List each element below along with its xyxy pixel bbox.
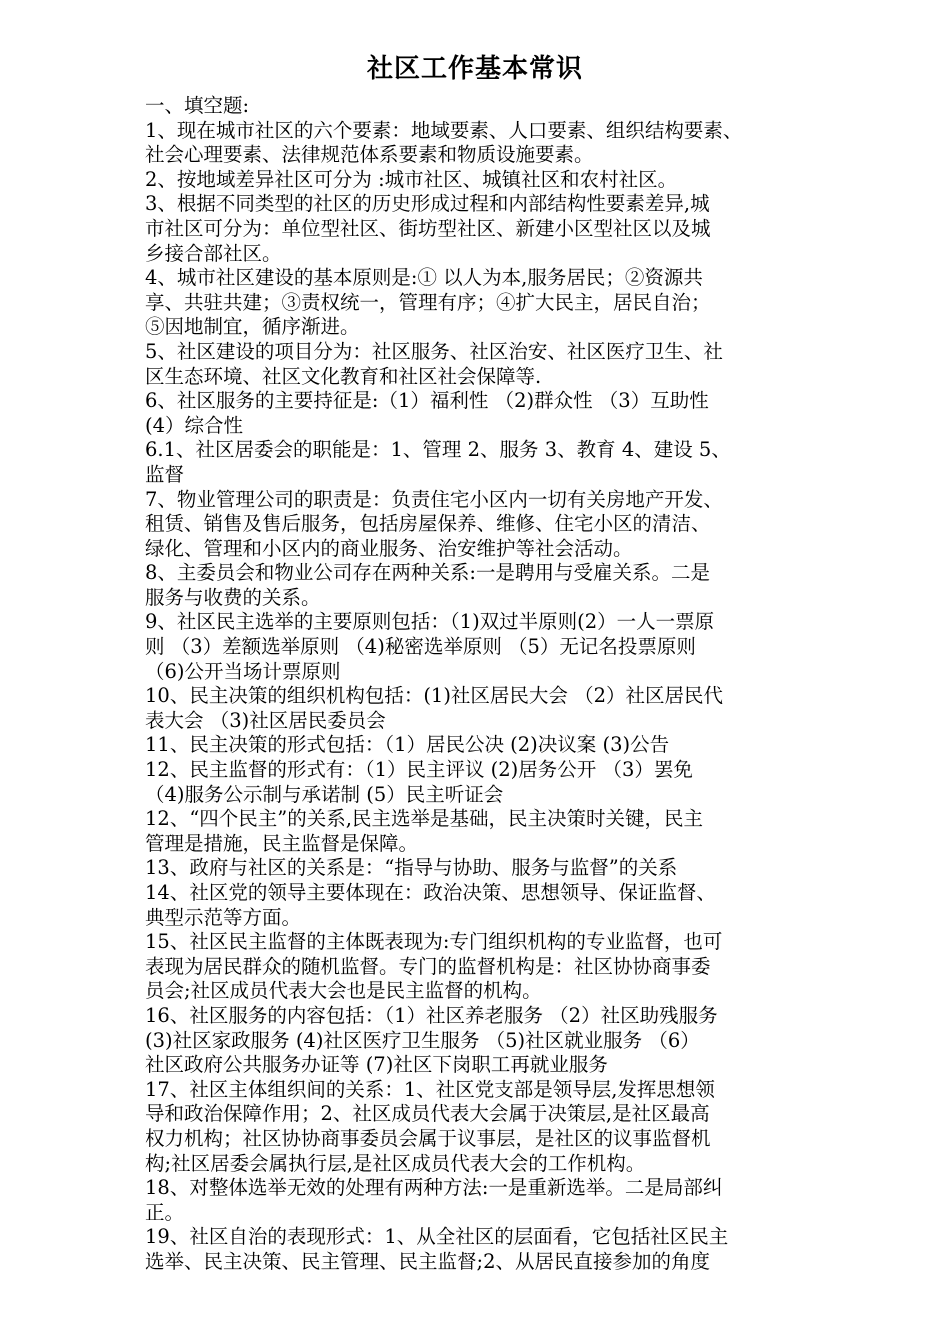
text-line: 区生态环境、社区文化教育和社区社会保障等. bbox=[145, 364, 542, 388]
text-line: 3、根据不同类型的社区的历史形成过程和内部结构性要素差异,城 bbox=[145, 192, 710, 216]
text-line: 1、现在城市社区的六个要素：地域要素、人口要素、组织结构要素、 bbox=[145, 118, 743, 142]
text-line: 一、填空题: bbox=[145, 94, 250, 117]
text-line: 9、社区民主选举的主要原则包括：（1)双过半原则(2）一人一票原 bbox=[145, 610, 715, 634]
text-line: 乡接合部社区。 bbox=[145, 241, 282, 265]
text-line: 13、政府与社区的关系是：“指导与协助、服务与监督”的关系 bbox=[145, 856, 678, 880]
text-line: 服务与收费的关系。 bbox=[145, 585, 321, 609]
text-line: 选举、民主决策、民主管理、民主监督;2、从居民直接参加的角度 bbox=[145, 1249, 710, 1273]
text-line: 12、“四个民主”的关系,民主选举是基础，民主决策时关键，民主 bbox=[145, 807, 703, 831]
text-line: 表大会 （3)社区居民委员会 bbox=[145, 708, 386, 732]
text-line: 12、民主监督的形式有：（1）民主评议 (2)居务公开 （3）罢免 bbox=[145, 758, 693, 782]
text-line: 绿化、管理和小区内的商业服务、治安维护等社会活动。 bbox=[145, 536, 633, 560]
text-line: 表现为居民群众的随机监督。专门的监督机构是：社区协协商事委 bbox=[145, 954, 711, 978]
text-line: 正。 bbox=[145, 1200, 185, 1224]
text-line: 社会心理要素、法律规范体系要素和物质设施要素。 bbox=[145, 143, 594, 167]
text-line: 6.1、社区居委会的职能是：1、管理 2、服务 3、教育 4、建设 5、 bbox=[145, 438, 731, 462]
text-line: 构;社区居委会属执行层,是社区成员代表大会的工作机构。 bbox=[145, 1151, 646, 1175]
text-line: （4)服务公示制与承诺制 (5）民主听证会 bbox=[145, 782, 504, 806]
text-line: 10、民主决策的组织机构包括：(1)社区居民大会 （2）社区居民代 bbox=[145, 684, 724, 708]
text-line: 5、社区建设的项目分为：社区服务、社区治安、社区医疗卫生、社 bbox=[145, 339, 723, 363]
text-line: 17、社区主体组织间的关系：1、社区党支部是领导层,发挥思想领 bbox=[145, 1077, 715, 1101]
text-line: 租赁、销售及售后服务，包括房屋保养、维修、住宅小区的清洁、 bbox=[145, 512, 711, 536]
text-line: 6、社区服务的主要持征是:（1）福利性 （2)群众性 （3）互助性 bbox=[145, 389, 709, 413]
document-title: 社区工作基本常识 bbox=[366, 54, 583, 84]
text-line: 16、社区服务的内容包括：（1）社区养老服务 （2）社区助残服务 bbox=[145, 1003, 718, 1027]
text-line: 7、物业管理公司的职责是：负责住宅小区内一切有关房地产开发、 bbox=[145, 487, 723, 511]
text-line: 则 （3）差额选举原则 （4)秘密选举原则 （5）无记名投票原则 bbox=[145, 635, 696, 659]
text-line: 社区政府公共服务办证等 (7)社区下岗职工再就业服务 bbox=[145, 1053, 608, 1077]
text-line: 员会;社区成员代表大会也是民主监督的机构。 bbox=[145, 979, 542, 1003]
text-line: 市社区可分为：单位型社区、街坊型社区、新建小区型社区以及城 bbox=[145, 216, 711, 240]
text-line: 8、主委员会和物业公司存在两种关系:一是聘用与受雇关系。二是 bbox=[145, 561, 710, 585]
text-line: ⑤因地制宜，循序渐进。 bbox=[145, 315, 360, 339]
text-line: 享、共驻共建；③责权统一，管理有序；④扩大民主，居民自治； bbox=[145, 290, 711, 314]
text-line: 18、对整体选举无效的处理有两种方法:一是重新选举。二是局部纠 bbox=[145, 1176, 723, 1200]
text-line: (4）综合性 bbox=[145, 413, 244, 437]
text-line: 19、社区自治的表现形式：1、从全社区的层面看，它包括社区民主 bbox=[145, 1225, 729, 1249]
text-line: 2、按地域差异社区可分为 :城市社区、城镇社区和农村社区。 bbox=[145, 167, 678, 191]
text-line: 典型示范等方面。 bbox=[145, 905, 302, 929]
text-line: （6)公开当场计票原则 bbox=[145, 659, 341, 683]
text-line: 14、社区党的领导主要体现在：政治决策、思想领导、保证监督、 bbox=[145, 881, 716, 904]
text-line: 权力机构；社区协协商事委员会属于议事层，是社区的议事监督机 bbox=[145, 1126, 711, 1150]
text-line: 监督 bbox=[145, 462, 185, 486]
text-line: (3)社区家政服务 (4)社区医疗卫生服务 （5)社区就业服务 （6） bbox=[145, 1028, 700, 1052]
text-line: 4、城市社区建设的基本原则是:① 以人为本,服务居民；②资源共 bbox=[145, 266, 703, 290]
text-line: 导和政治保障作用；2、社区成员代表大会属于决策层,是社区最高 bbox=[145, 1102, 710, 1126]
text-line: 11、民主决策的形式包括：（1）居民公决 (2)决议案 (3)公告 bbox=[145, 733, 670, 757]
text-line: 管理是措施，民主监督是保障。 bbox=[145, 831, 419, 855]
document-body bbox=[145, 94, 815, 1275]
text-line: 15、社区民主监督的主体既表现为:专门组织机构的专业监督，也可 bbox=[145, 930, 723, 954]
